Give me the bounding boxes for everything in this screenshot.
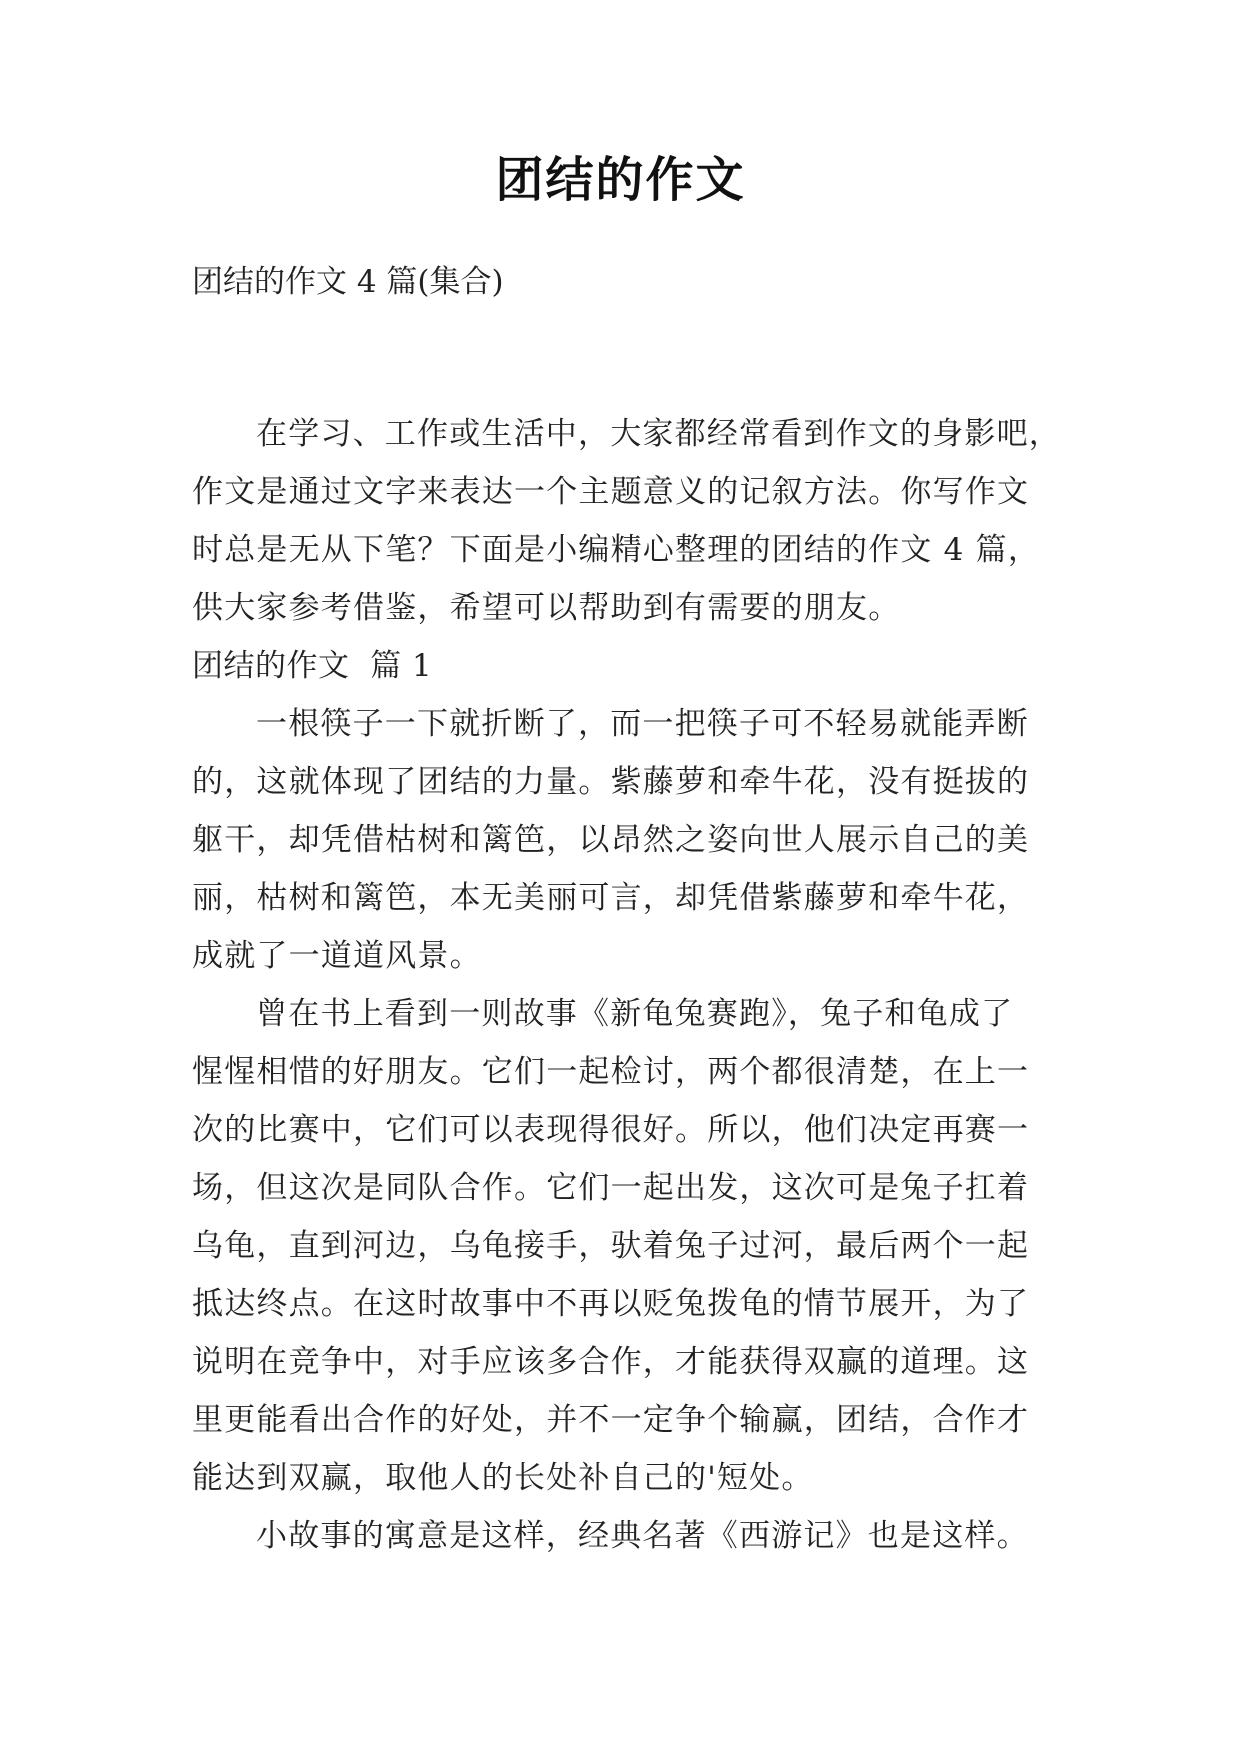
text-line: 的，这就体现了团结的力量。紫藤萝和牵牛花，没有挺拔的 bbox=[192, 764, 1030, 800]
text-line: 曾在书上看到一则故事《新龟兔赛跑》，兔子和龟成了 bbox=[256, 996, 1014, 1032]
text-line: 作文是通过文字来表达一个主题意义的记叙方法。你写作文 bbox=[192, 474, 1030, 510]
text-line: 小故事的寓意是这样，经典名著《西游记》也是这样。 bbox=[256, 1518, 1029, 1554]
text-line: 丽，枯树和篱笆，本无美丽可言，却凭借紫藤萝和牵牛花， bbox=[192, 880, 1030, 916]
text-line: 在学习、工作或生活中，大家都经常看到作文的身影吧， bbox=[256, 416, 1061, 452]
document-title: 团结的作文 bbox=[495, 152, 746, 208]
text-line: 次的比赛中，它们可以表现得很好。所以，他们决定再赛一 bbox=[192, 1112, 1030, 1148]
paragraph-1 bbox=[192, 695, 1072, 985]
text-line: 躯干，却凭借枯树和篱笆，以昂然之姿向世人展示自己的美 bbox=[192, 822, 1030, 858]
text-line: 一根筷子一下就折断了，而一把筷子可不轻易就能弄断 bbox=[256, 706, 1029, 742]
text-line: 说明在竞争中，对手应该多合作，才能获得双赢的道理。这 bbox=[192, 1344, 1030, 1380]
text-line: 成就了一道道风景。 bbox=[192, 938, 482, 974]
text-line: 抵达终点。在这时故事中不再以贬兔拨龟的情节展开，为了 bbox=[192, 1286, 1030, 1322]
section-heading: 团结的作文 篇 1 bbox=[192, 648, 433, 684]
paragraph-2 bbox=[192, 985, 1072, 1507]
text-line: 能达到双赢，取他人的长处补自己的'短处。 bbox=[192, 1460, 814, 1496]
text-line: 乌龟，直到河边，乌龟接手，驮着兔子过河，最后两个一起 bbox=[192, 1228, 1030, 1264]
text-line: 惺惺相惜的好朋友。它们一起检讨，两个都很清楚，在上一 bbox=[192, 1054, 1030, 1090]
document-subtitle: 团结的作文 4 篇(集合) bbox=[192, 264, 504, 300]
paragraph-3 bbox=[192, 1507, 1072, 1565]
text-line: 供大家参考借鉴，希望可以帮助到有需要的朋友。 bbox=[192, 590, 901, 626]
document-body bbox=[192, 405, 1072, 1565]
text-line: 场，但这次是同队合作。它们一起出发，这次可是兔子扛着 bbox=[192, 1170, 1030, 1206]
text-line: 时总是无从下笔？下面是小编精心整理的团结的作文 4 篇， bbox=[192, 532, 1041, 568]
text-line: 里更能看出合作的好处，并不一定争个输赢，团结，合作才 bbox=[192, 1402, 1030, 1438]
intro-paragraph bbox=[192, 405, 1072, 637]
